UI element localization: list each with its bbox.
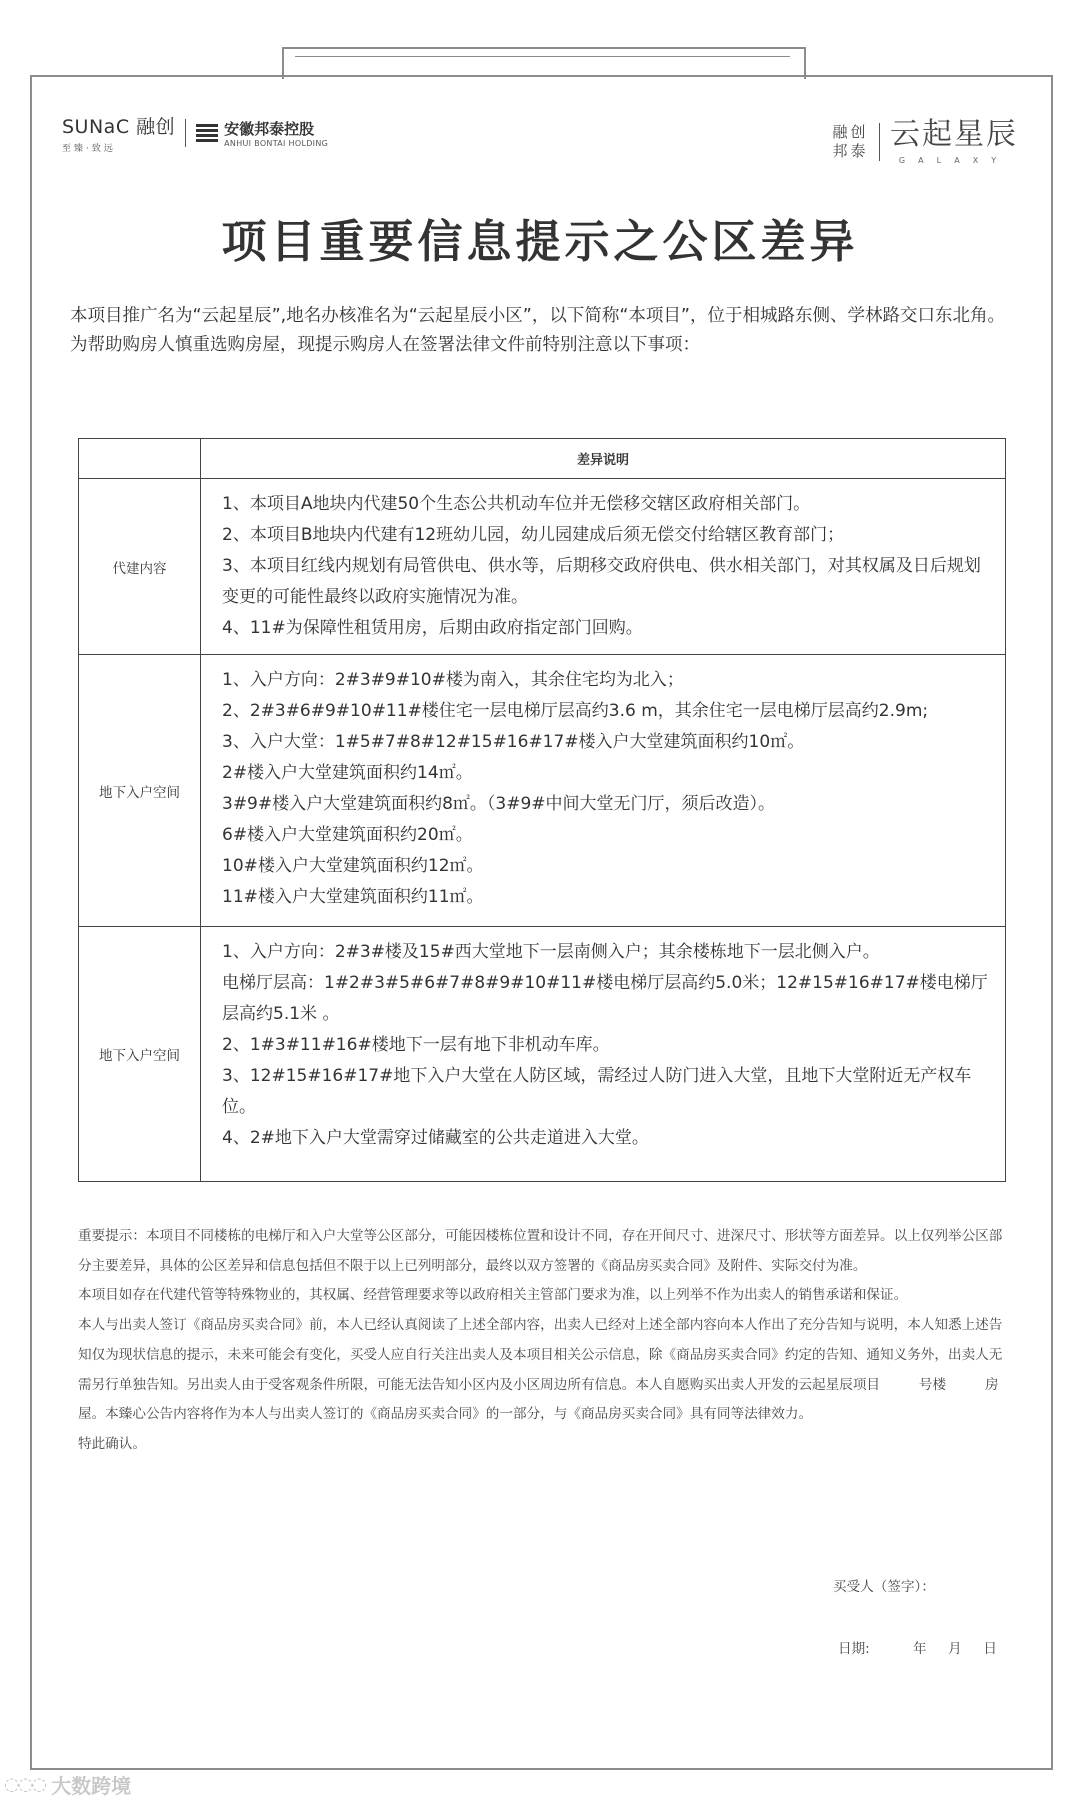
table-row — [79, 655, 1006, 927]
detail-line: 1、入户方向：2#3#楼及15#西大堂地下一层南侧入户；其余楼栋地下一层北侧入户。 — [222, 942, 880, 962]
table-header-right: 差异说明 — [201, 439, 1006, 479]
sunac-logo-text: SUNaC 融创 — [62, 116, 176, 138]
intro-paragraph-2: 为帮助购房人慎重选购房屋，现提示购房人在签署法律文件前特别注意以下事项： — [70, 335, 700, 355]
detail-line: 1、本项目A地块内代建50个生态公共机动车位并无偿移交辖区政府相关部门。 — [222, 494, 811, 514]
detail-line: 3#9#楼入户大堂建筑面积约8㎡。（3#9#中间大堂无门厅，须后改造）。 — [222, 794, 776, 814]
detail-line: 10#楼入户大堂建筑面积约12㎡。 — [222, 856, 484, 876]
watermark — [4, 1770, 131, 1799]
bontai-logo-en: ANHUI BONTAI HOLDING — [224, 139, 329, 148]
detail-line: 3、入户大堂：1#5#7#8#12#15#16#17#楼入户大堂建筑面积约10㎡。 — [222, 732, 805, 752]
galaxy-logo-line1: 融创 — [832, 122, 869, 141]
watermark-logo-icon: ◌◌◌ — [4, 1774, 46, 1795]
header-tab-inner-line — [295, 56, 790, 57]
detail-line: 2、2#3#6#9#10#11#楼住宅一层电梯厅层高约3.6 m，其余住宅一层电梯厅层高约2.9m; — [222, 701, 929, 721]
developer-logos — [62, 113, 328, 153]
intro-text — [70, 302, 1010, 360]
galaxy-logo-divider — [879, 123, 881, 161]
detail-line: 2、本项目B地块内代建有12班幼儿园，幼儿园建成后须无偿交付给辖区教育部门； — [222, 525, 845, 545]
sunac-slogan: 至臻·致远 — [62, 144, 116, 154]
bontai-mark-icon — [196, 124, 218, 142]
sunac-logo — [62, 112, 175, 154]
difference-table — [78, 438, 1006, 1182]
table-row — [79, 927, 1006, 1182]
page-title: 项目重要信息提示之公区差异 — [221, 215, 859, 268]
bontai-logo — [196, 118, 328, 148]
notice-paragraph-2: 本项目如存在代建代管等特殊物业的，其权属、经营管理要求等以政府相关主管部门要求为准，以上列举不作为出卖人的销售承诺和保证。 — [78, 1287, 908, 1304]
detail-line: 电梯厅层高：1#2#3#5#6#7#8#9#10#11#楼电梯厅层高约5.0米；12#15#16#17#楼电梯厅层高约5.1米 。 — [222, 973, 988, 1024]
notice-paragraph-1: 重要提示：本项目不同楼栋的电梯厅和入户大堂等公区部分，可能因楼栋位置和设计不同，存在开间尺寸、进深尺寸、形状等方面差异。以上仅列举公区部分主要差异，具体的公区差异和信息包括但不限于以上已列明部分，最终以双方签署的《商品房买卖合同》及附件、实际交付为准。 — [78, 1228, 1003, 1274]
galaxy-logo-line2: 邦泰 — [832, 141, 869, 160]
detail-line: 3、12#15#16#17#地下入户大堂在人防区域，需经过人防门进入大堂，且地下大堂附近无产权车位。 — [222, 1066, 972, 1117]
table-header-row — [79, 439, 1006, 479]
row-category: 地下入户空间 — [79, 927, 201, 1182]
bontai-logo-text: 安徽邦泰控股 — [224, 120, 315, 138]
table-header-left — [79, 439, 201, 479]
logo-divider — [185, 119, 186, 147]
row-details — [201, 655, 1006, 927]
notice-paragraph-4: 特此确认。 — [78, 1435, 146, 1452]
row-details — [201, 927, 1006, 1182]
detail-line: 2、1#3#11#16#楼地下一层有地下非机动车库。 — [222, 1035, 610, 1055]
detail-line: 4、2#地下入户大堂需穿过储藏室的公共走道进入大堂。 — [222, 1128, 649, 1148]
table-row — [79, 479, 1006, 655]
signature-date-label: 日期: 年 月 日 — [838, 1641, 997, 1657]
row-category: 地下入户空间 — [79, 655, 201, 927]
project-logo — [832, 118, 1018, 165]
intro-paragraph-1: 本项目推广名为“云起星辰”,地名办核准名为“云起星辰小区”，以下简称“本项目”，位于相城路东侧、学林路交口东北角。 — [70, 306, 1005, 326]
detail-line: 6#楼入户大堂建筑面积约20㎡。 — [222, 825, 473, 845]
detail-line: 2#楼入户大堂建筑面积约14㎡。 — [222, 763, 473, 783]
detail-line: 11#楼入户大堂建筑面积约11㎡。 — [222, 887, 484, 907]
buyer-signature-label: 买受人（签字）： — [833, 1579, 935, 1595]
detail-line: 4、11#为保障性租赁用房，后期由政府指定部门回购。 — [222, 618, 643, 638]
galaxy-logo-name: 云起星辰 — [890, 117, 1018, 152]
row-category: 代建内容 — [79, 479, 201, 655]
watermark-text: 大数跨境 — [51, 1774, 132, 1798]
galaxy-logo-en: GALAXY — [898, 156, 1010, 165]
notice-paragraph-3: 本人与出卖人签订《商品房买卖合同》前，本人已经认真阅读了上述全部内容，出卖人已经对上述全部内容向本人作出了充分告知与说明，本人知悉上述告知仅为现状信息的提示，未来可能会有变化，买受人应自行关注出卖人及本项目相关公示信息，除《商品房买卖合同》约定的告知、通知义务外，出卖人无需另行单独告知。另出卖人由于受客观条件所限，可能无法告知小区内及小区周边所有信息。本人自愿购买出卖人开发的云起星辰项目 号楼 房屋。本臻心公告内容将作为本人与出卖人签订的《商品房买卖合同》的一部分，与《商品房买卖合同》具有同等法律效力。 — [78, 1317, 1003, 1423]
detail-line: 1、入户方向：2#3#9#10#楼为南入，其余住宅均为北入； — [222, 670, 684, 690]
row-details — [201, 479, 1006, 655]
detail-line: 3、本项目红线内规划有局管供电、供水等，后期移交政府供电、供水相关部门，对其权属及日后规划变更的可能性最终以政府实施情况为准。 — [222, 556, 981, 607]
important-notice — [78, 1222, 1013, 1460]
